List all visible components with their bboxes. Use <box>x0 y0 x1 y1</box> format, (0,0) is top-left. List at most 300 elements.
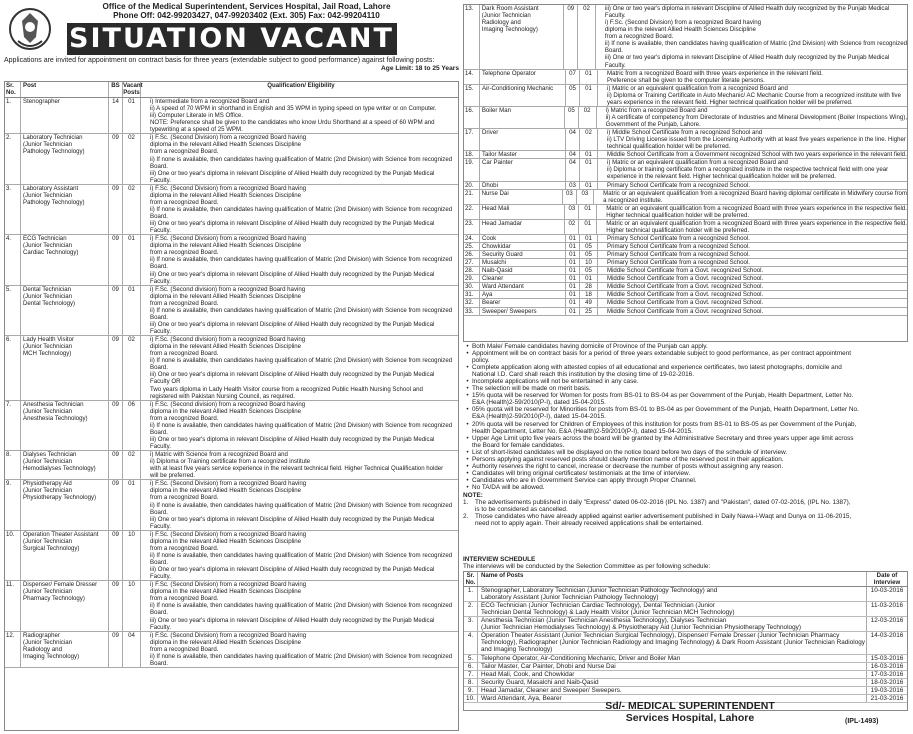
condition-text <box>472 406 859 420</box>
qualification-line: from a recognized Board. <box>150 299 219 307</box>
bs-grade: 01 <box>566 267 580 274</box>
qualification-line: technical qualification holder will be preferred. <box>607 143 731 151</box>
qualification-line: iii) One or two year's diploma in relevant Discipline of Allied Health duly recognized by the Punjab Medical <box>150 320 435 328</box>
post-name-line: Security Guard <box>482 251 523 259</box>
interview-post-line: Head Jamadar, Cleaner and Sweeper/ Sweepers. <box>481 686 622 694</box>
vacant-posts: 25 <box>580 308 598 315</box>
bs-grade: 04 <box>566 151 580 158</box>
header-post: Post <box>21 82 109 97</box>
qualification-line: ii) If none is available, then candidates having qualification of Matric (2nd Division) with Science from recognized <box>150 551 453 559</box>
vacant-posts: 01 <box>123 235 141 284</box>
post-name-line: (Junior Technician <box>23 638 73 646</box>
qualification <box>597 220 907 234</box>
condition-item <box>463 463 908 470</box>
table-row <box>464 85 907 107</box>
post-name-line: Pathology Technology) <box>23 198 85 206</box>
vacant-posts: 02 <box>123 451 141 479</box>
table-row <box>5 235 458 285</box>
header-vacant: Vacant Posts <box>123 82 143 97</box>
qualification-line: i) F.Sc. (Second Division) from a recognized Board having <box>150 235 307 243</box>
interview-sr: 8. <box>464 679 478 686</box>
qualification-line: ii) Diploma or Training certificate from a recognized institute <box>150 458 311 466</box>
vacant-posts: 18 <box>580 291 598 298</box>
interview-post-line: Anesthesia Technician (Junior Technician Anesthesia Technology), Dialyses Technician <box>481 617 727 625</box>
interview-posts <box>478 671 867 678</box>
sr-no: 9. <box>5 480 21 529</box>
qualification-line: diploma in the relevant Allied Health Sciences Discipline <box>150 191 302 199</box>
qualification-line: Middle School Certificate from a Govt. recognized School. <box>607 283 764 291</box>
qualification-line: iii) Computer Literate in MS Office. <box>150 112 244 120</box>
sr-no: 6. <box>5 336 21 400</box>
qualification-line: ii) LTV Driving License issued from the Licensing Authority with at least five years experience in the line. Higher <box>607 136 906 144</box>
qualification-line: iii) One or two year's diploma in relevant Discipline of Allied Health duly recognized by the Punjab Medical <box>604 5 890 12</box>
table-row <box>5 134 458 184</box>
note-line: Those candidates who have already applied against earlier advertisement published in Daily Nawa-i-Waqt and Dunya on 11-06-2015, <box>475 513 852 521</box>
sr-no: 5. <box>5 286 21 335</box>
post-name-line: ECG Technician <box>23 235 67 243</box>
post-name <box>21 185 109 234</box>
interview-date: 10-03-2016 <box>870 587 904 595</box>
sr-no: 26. <box>464 251 480 258</box>
bs-grade: 01 <box>566 259 580 266</box>
bs-grade: 09 <box>109 632 123 667</box>
qualification-line: years experience in the relevant field. Higher technical qualification holder will be preferred. <box>607 98 853 106</box>
bullet-icon: • <box>466 378 469 386</box>
table-row <box>464 151 907 159</box>
interview-row <box>464 602 907 617</box>
ipl-reference: (IPL-1493) <box>845 718 879 725</box>
qualification-line: from a recognized Board. <box>150 645 219 653</box>
qualification-line: Faculty. <box>604 61 626 69</box>
sr-no: 32. <box>464 299 480 306</box>
qualification-line: Preference shall be given to the computer literate persons. <box>607 76 765 84</box>
post-name <box>21 401 109 450</box>
qualification-line: Board. <box>150 659 168 667</box>
note-label: NOTE: <box>463 491 483 499</box>
qualification-line: ii) If none is available, then candidates having qualification of Matric (2nd Division) with Science from recognized <box>604 40 907 48</box>
vacant-posts: 01 <box>580 182 598 189</box>
bs-grade: 01 <box>566 251 580 258</box>
post-name-line: Anesthesia Technology) <box>23 414 88 422</box>
qualification-line: from a recognized Board. <box>150 595 219 603</box>
interview-header-sr: Sr. No. <box>464 572 478 586</box>
posts-table-left <box>4 81 459 731</box>
condition-line: E&A (Health)2-59/2010(P-I), dated 15-04-2015. <box>472 413 606 421</box>
condition-text <box>472 449 787 456</box>
condition-text <box>472 343 708 350</box>
interview-posts <box>478 617 867 631</box>
qualification-line: Faculty OR <box>150 378 181 386</box>
qualification-line: diploma in the relevant Allied Health Sciences Discipline <box>150 588 302 596</box>
table-row <box>5 286 458 336</box>
bs-grade: 01 <box>566 235 580 242</box>
post-name-line: Aya <box>482 291 493 299</box>
post-name <box>480 299 566 306</box>
qualification <box>141 480 458 529</box>
qualification-line: with at least five years service experience in the relevant technical field. Higher Technical Qualification holder <box>150 465 444 473</box>
interview-sr: 6. <box>464 663 478 670</box>
post-name-line: Chowkidar <box>482 243 511 250</box>
post-name-line: Pathology Technology) <box>23 148 85 156</box>
bs-grade: 01 <box>566 243 580 250</box>
post-name <box>21 632 109 667</box>
table-row <box>464 159 907 181</box>
qualification-line: diploma in the relevant Allied Health Sciences Discipline <box>150 292 302 300</box>
bs-grade: 07 <box>566 70 580 84</box>
qualification-line: Board. <box>150 263 168 271</box>
post-name <box>21 336 109 400</box>
qualification-line: ii) Diploma or Training Certificate in Auto Mechanic/ AC Mechanic Course from a recognized institute with five <box>607 91 901 99</box>
post-name-line: Sweeper/ Sweepers <box>482 307 537 315</box>
condition-text <box>472 470 690 477</box>
table-row <box>464 283 907 291</box>
interview-date: 12-03-2016 <box>870 617 904 625</box>
qualification-line: iii) One or two year's diploma in relevant Discipline of Allied Health duly recognized by the Punjab Medical <box>150 515 435 523</box>
post-name <box>480 151 566 158</box>
qualification <box>594 190 907 204</box>
qualification-line: Middle School Certificate from a Government recognized School with two years experience in the relevant field. <box>607 151 907 159</box>
qualification-line: typewriting at a speed of 25 WPM. <box>150 126 243 134</box>
condition-item <box>463 484 908 491</box>
post-name <box>480 190 564 204</box>
post-name-line: Radiographer <box>23 631 60 639</box>
sr-no: 12. <box>5 632 21 667</box>
interview-table <box>463 571 908 711</box>
vacant-posts: 05 <box>580 251 598 258</box>
qualification-line: i) F.Sc. (Second Division) from a recognized Board having <box>150 581 307 589</box>
qualification <box>598 243 907 250</box>
post-name-line: Imaging Technology) <box>23 652 80 660</box>
sr-no: 25. <box>464 243 480 250</box>
sr-no: 17. <box>464 129 480 150</box>
qualification-line: diploma in the relevant Allied Health Sciences Discipline <box>604 26 756 34</box>
sr-no: 16. <box>464 107 480 128</box>
conditions-list <box>463 343 908 527</box>
qualification-line: registered with Pakistan Nursing Council, as required. <box>150 392 295 400</box>
condition-item <box>463 421 908 435</box>
header-sr: Sr. No. <box>5 82 21 97</box>
interview-post-line: and Imaging Technology) <box>481 646 553 654</box>
qualification-line: i) Middle School Certificate from a recognized School and <box>607 129 763 137</box>
qualification <box>598 291 907 298</box>
bullet-icon: • <box>466 350 469 358</box>
interview-row <box>464 687 907 695</box>
condition-text <box>472 435 854 449</box>
bs-grade: 09 <box>109 336 123 400</box>
vacant-posts: 05 <box>580 267 598 274</box>
vacant-posts: 01 <box>123 480 141 529</box>
qualification <box>598 151 907 158</box>
qualification <box>141 134 458 183</box>
vacant-posts: 01 <box>580 85 598 106</box>
bs-grade: 01 <box>566 308 580 315</box>
table-row <box>464 220 907 235</box>
post-name <box>21 98 109 133</box>
condition-line: policy. <box>472 357 490 365</box>
header-qualification: Qualification/ Eligibility <box>267 82 335 89</box>
bs-grade: 03 <box>563 190 577 204</box>
qualification-line: Matric from a recognized Board with three years experience in the relevant field. <box>607 69 823 77</box>
post-name-line: Telephone Operator <box>482 69 536 77</box>
interview-post-line: Technician Dental Technology) & Lady Health Visitor (Junior Technician MCH Technology) <box>481 609 735 617</box>
qualification-line: Faculty. <box>150 176 171 184</box>
post-name-line: Bearer <box>482 299 501 307</box>
qualification-line: Matric or an equivalent qualification from a recognized Board with three years experience in the respective field. <box>606 204 907 212</box>
condition-line: Upper Age Limit upto five years across the board will be granted by the Administrative Secretary and three years upper age limit across <box>472 434 854 442</box>
note-item <box>463 513 908 527</box>
condition-item <box>463 364 908 378</box>
interview-posts <box>478 679 867 686</box>
interview-posts <box>478 655 867 662</box>
post-name <box>21 581 109 630</box>
bs-grade: 09 <box>109 235 123 284</box>
bs-grade: 03 <box>565 205 579 219</box>
qualification-line: i) Matric with Science from a recognized Board and <box>150 451 288 459</box>
qualification-line: from a recognized Board. <box>150 414 219 422</box>
vacant-posts: 02 <box>578 5 596 69</box>
intro-text: Applications are invited for appointment on contract basis for three years (extendable subject to good performance) against following posts: <box>4 57 435 64</box>
qualification-line: i) Matric or an equivalent qualification from a recognized Board and <box>607 159 788 167</box>
post-name <box>21 451 109 479</box>
interview-date: 18-03-2016 <box>870 678 904 686</box>
bullet-icon: • <box>466 385 469 393</box>
qualification-line: Faculty. <box>150 328 171 335</box>
sr-no: 18. <box>464 151 480 158</box>
post-name-line: Ward Attendant <box>482 283 524 291</box>
vacant-posts: 10 <box>123 531 141 580</box>
qualification-line: Faculty. <box>150 573 171 581</box>
header <box>4 2 459 84</box>
interview-date: 14-03-2016 <box>870 632 904 640</box>
condition-line: Health Department, Letter No. E&A (Health)2-59/2010(P-I), dated 15-04-2015. <box>472 427 693 435</box>
condition-item <box>463 392 908 406</box>
qualification-line: Government of the Punjab, Lahore. <box>605 121 701 128</box>
qualification-line: Matric or an equivalent qualification from a recognized Board having diploma/ certificate in Midwifery course from <box>603 189 907 197</box>
condition-line: List of short-listed candidates will be displayed on the notice board before two days of the schedule of interview. <box>472 448 788 456</box>
sr-no: 4. <box>5 235 21 284</box>
post-name-line: Operation Theater Assistant <box>23 530 99 538</box>
interview-post-line: ECG Technician (Junior Technician Cardiac Technology), Dental Technician (Junior <box>481 602 715 610</box>
table-row <box>464 291 907 299</box>
sr-no: 3. <box>5 185 21 234</box>
interview-post-line: Security Guard, Masalchi and Naib-Qasid <box>481 678 599 686</box>
post-name-line: Dialyses Technician <box>23 451 77 459</box>
bs-grade: 09 <box>109 401 123 450</box>
note-line: is to be considered as cancelled. <box>475 506 568 514</box>
qualification <box>598 251 907 258</box>
interview-post-line: (Junior Technician Hemodialyses Technology) & Physiotherapy Aid (Junior Technician Physiotherapy Technology) <box>481 624 801 632</box>
post-name-line: (Junior Technician <box>481 12 531 20</box>
qualification <box>597 107 907 128</box>
post-name-line: Lady Health Visitor <box>23 336 75 344</box>
qualification <box>598 275 907 282</box>
post-name <box>480 259 566 266</box>
sr-no: 8. <box>5 451 21 479</box>
qualification-line: i) F.Sc. (Second division) from a recognized Board having <box>150 400 306 408</box>
office-phone: Phone Off: 042-99203427, 047-99203402 (Ext. 305) Fax: 042-99204110 <box>113 11 380 20</box>
post-name <box>21 480 109 529</box>
post-name-line: (Junior Technician <box>23 141 73 149</box>
post-name-line: Head Jamadar <box>481 219 522 227</box>
qualification-line: i) Matric from a recognized Board and <box>605 106 708 114</box>
qualification <box>597 205 907 219</box>
bullet-icon: • <box>466 448 469 456</box>
condition-item <box>463 477 908 484</box>
sr-no: 14. <box>464 70 480 84</box>
qualification <box>598 235 907 242</box>
qualification-line: NOTE: Preference shall be given to the candidates who know Urdu Shorthand at a speed of 60 WPM and <box>150 119 435 127</box>
qualification <box>598 70 907 84</box>
signature-title: Sd/- MEDICAL SUPERINTENDENT <box>605 700 775 712</box>
qualification-line: iii) One or two year's diploma in relevant Discipline of Allied Health duly recognized by the Punjab Medical <box>150 566 435 574</box>
qualification <box>141 185 458 234</box>
interview-header-name: Name of Posts <box>478 572 867 586</box>
condition-item <box>463 350 908 364</box>
post-name-line: Cleaner <box>482 275 504 283</box>
vacant-posts: 01 <box>580 151 598 158</box>
post-name <box>480 308 566 315</box>
qualification-line: diploma in the relevant Allied Health Sciences Discipline <box>150 638 302 646</box>
age-limit <box>4 65 459 73</box>
interview-posts <box>478 687 867 694</box>
bullet-icon: • <box>466 343 469 350</box>
post-name <box>480 235 566 242</box>
table-row <box>464 182 907 190</box>
post-name-line: (Junior Technician <box>23 487 73 495</box>
sr-no: 33. <box>464 308 480 315</box>
government-emblem-icon <box>8 5 52 53</box>
qualification-line: ii) If none is available, then candidates having qualification of Matric (2nd Division) with Science from recognized <box>150 652 453 660</box>
condition-line: Candidates will bring original certificates/ testimonials at the time of interview. <box>472 469 691 477</box>
interview-post-line: Ward Attendant, Aya, Bearer <box>481 694 562 702</box>
interview-sr: 2. <box>464 602 478 616</box>
qualification-line: Faculty. <box>150 277 171 285</box>
post-name-line: Nurse Dai <box>481 189 509 197</box>
sr-no: 30. <box>464 283 480 290</box>
interview-body <box>464 587 907 703</box>
qualification-line: Faculty. <box>150 522 171 530</box>
qualification-line: Board. <box>150 609 168 617</box>
table-row <box>464 308 907 316</box>
post-name-line: (Junior Technician <box>23 537 73 545</box>
qualification-line: Board. <box>150 213 168 220</box>
post-name-line: (Junior Technician <box>23 407 73 415</box>
post-name <box>480 5 565 69</box>
qualification <box>141 98 458 133</box>
post-name <box>480 275 566 282</box>
qualification-line: Primary School Certificate from a recognized School. <box>607 243 750 250</box>
qualification-line: diploma in the relevant Allied Health Sciences Discipline <box>150 407 302 415</box>
qualification-line: ii) A certificate of competency from Directorate of Industries and Mineral Development (Boiler Inspections Wing), <box>605 113 907 121</box>
post-name <box>480 182 566 189</box>
bs-grade: 05 <box>566 85 580 106</box>
bullet-icon: • <box>466 455 469 463</box>
bs-grade: 04 <box>566 159 580 180</box>
qualification-line: Board. <box>150 428 168 436</box>
note-number: 1. <box>463 499 469 507</box>
bs-grade: 05 <box>565 107 579 128</box>
interview-sr: 7. <box>464 671 478 678</box>
sr-no: 31. <box>464 291 480 298</box>
vacant-posts: 03 <box>577 190 594 204</box>
table-row <box>5 401 458 451</box>
vacant-posts: 02 <box>123 185 141 234</box>
qualification-line: Faculty. <box>604 12 626 20</box>
condition-line: E&A (Health)2-59/2010(P-I), dated 15-04-2015. <box>472 399 606 407</box>
condition-line: 05% quota will be reserved for Minorities for posts from BS-01 to BS-04 as per Government of the Punjab, Health Department, Letter No. <box>472 406 859 414</box>
post-name-line: Naib-Qasid <box>482 267 513 275</box>
qualification-line: ii) If none is available, then candidates having qualification of Matric (2nd Division) with Science from recognized <box>150 357 453 365</box>
qualification <box>141 401 458 450</box>
interview-row <box>464 663 907 671</box>
bullet-icon: • <box>466 476 469 484</box>
post-name-line: Hemodialyses Technology) <box>23 465 96 473</box>
table-row <box>5 632 458 668</box>
interview-sr: 1. <box>464 587 478 601</box>
qualification-line: Matric or an equivalent qualification from a recognized Board with three years experience in the respective field. <box>606 219 907 227</box>
qualification-line: Primary School Certificate from a recognized School. <box>607 259 750 267</box>
interview-header-date: Date of Interview <box>873 572 901 587</box>
signature-block <box>560 700 820 724</box>
condition-item <box>463 456 908 463</box>
table-row <box>5 480 458 530</box>
bullet-icon: • <box>466 406 469 414</box>
post-name-line: Dark Room Assistant <box>481 5 539 12</box>
sr-no: 29. <box>464 275 480 282</box>
condition-line: the Board for female candidates. <box>472 441 565 449</box>
bs-grade: 04 <box>566 129 580 150</box>
table-row <box>464 299 907 307</box>
vacant-posts: 28 <box>580 283 598 290</box>
vacant-posts: 01 <box>580 70 598 84</box>
qualification-line: i) F.Sc. (Second Division) from a recognized Board having <box>150 631 307 639</box>
qualification-line: Middle School Certificate from a Govt. recognized School. <box>607 275 764 283</box>
qualification <box>598 259 907 266</box>
post-name-line: Dental Technician <box>23 285 71 293</box>
condition-text <box>472 477 697 484</box>
table-header <box>5 82 458 98</box>
table-row <box>464 70 907 85</box>
interview-row <box>464 655 907 663</box>
post-name-line: Musalchi <box>482 259 507 267</box>
qualification-line: iii) One or two year's diploma in relevant Discipline of Allied Health duly recognized by the Punjab Medical <box>150 435 435 443</box>
vacant-posts: 01 <box>580 235 598 242</box>
qualification <box>141 581 458 630</box>
qualification-line: i) F.Sc. (Second Division) from a recognized Board having <box>150 480 307 488</box>
post-name <box>21 134 109 183</box>
office-title: Office of the Medical Superintendent, Services Hospital, Jail Road, Lahore <box>102 2 391 11</box>
qualification-line: Middle School Certificate from a Govt. recognized School. <box>607 307 764 315</box>
bs-grade: 01 <box>566 291 580 298</box>
interview-posts <box>478 632 867 653</box>
condition-item <box>463 385 908 392</box>
bs-grade: 02 <box>565 220 579 234</box>
qualification <box>598 85 907 106</box>
interview-title: INTERVIEW SCHEDULE <box>463 556 536 563</box>
post-name-line: Cardiac Technology) <box>23 249 79 257</box>
qualification-line: ii) If none is available, then candidates having qualification of Matric (2nd Division) with Science from recognized <box>150 501 453 509</box>
post-name-line: (Junior Technician <box>23 588 73 596</box>
bs-grade: 01 <box>566 275 580 282</box>
sr-no: 22. <box>464 205 480 219</box>
condition-line: Both Male/ Female candidates having domicile of Province of the Punjab can apply. <box>472 343 708 350</box>
interview-sr: 4. <box>464 632 478 653</box>
post-name-line: (Junior Technician <box>23 191 73 199</box>
qualification-line: iii) One or two year's diploma in relevant Discipline of Allied Health duly recognized by the Punjab Medical <box>604 54 890 62</box>
vacant-posts: 02 <box>580 129 598 150</box>
sr-no: 27. <box>464 259 480 266</box>
table-row <box>464 205 907 220</box>
